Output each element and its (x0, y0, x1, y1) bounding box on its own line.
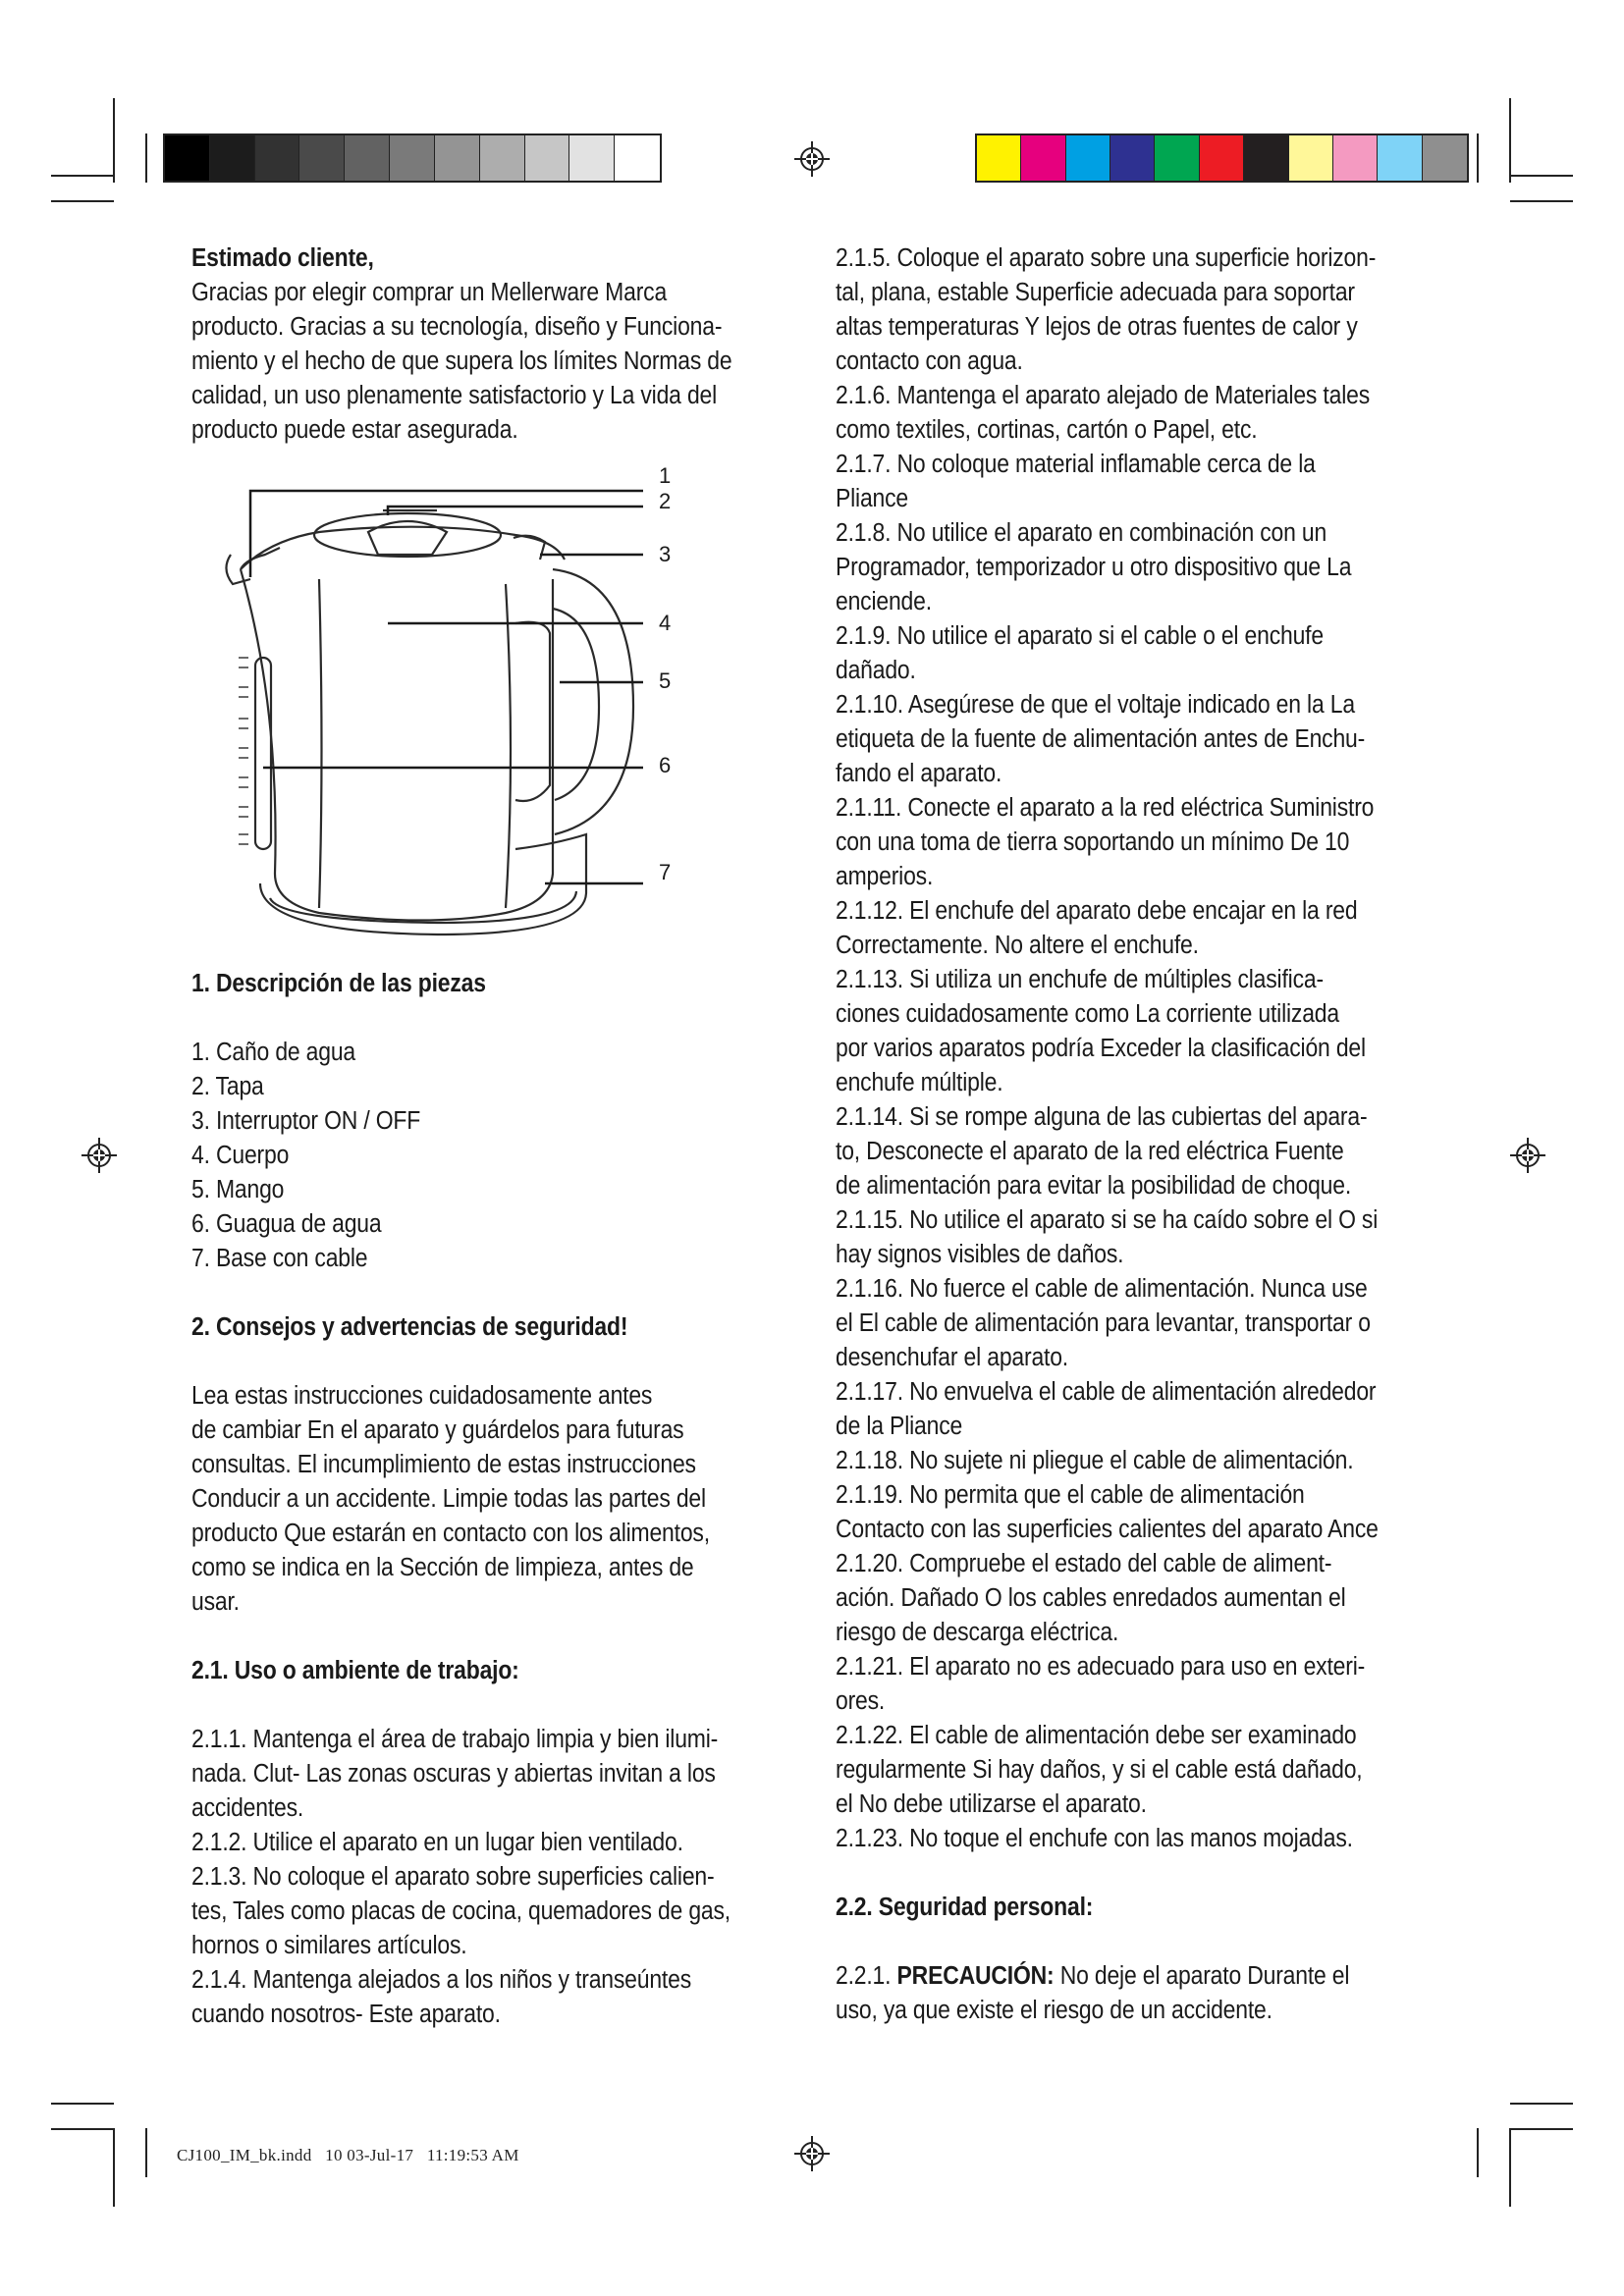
intro-block (191, 241, 766, 448)
gray-color-bar (163, 133, 662, 183)
section21-line: 2.1.6. Mantenga el aparato alejado de Materiales tales (836, 382, 1370, 409)
color-swatch (1289, 135, 1333, 181)
section21-line: altas temperaturas Y lejos de otras fuentes de calor y (836, 313, 1358, 341)
section21-line: 2.1.23. No toque el enchufe con las manos mojadas. (836, 1825, 1353, 1852)
section21-line: 2.1.10. Asegúrese de que el voltaje indicado en la La (836, 691, 1355, 719)
registration-target-icon (793, 140, 831, 178)
section21-line: regularmente Si hay daños, y si el cable está dañado, (836, 1756, 1363, 1784)
section21-line: por varios aparatos podría Exceder la clasificación del (836, 1035, 1366, 1062)
callout-1: 1 (659, 463, 672, 488)
section21-line: 2.1.12. El enchufe del aparato debe encajar en la red (836, 897, 1358, 925)
section21-line: 2.1.2. Utilice el aparato en un lugar bien ventilado. (191, 1829, 683, 1856)
intro-line: producto. Gracias a su tecnología, diseño y Funciona- (191, 313, 723, 341)
section21-line: to, Desconecte el aparato de la red eléctrica Fuente (836, 1138, 1344, 1165)
color-swatch (1155, 135, 1199, 181)
section2-line: como se indica en la Sección de limpieza, antes de (191, 1554, 694, 1581)
color-swatch (210, 135, 255, 181)
section21-line: 2.1.17. No envuelva el cable de alimentación alrededor (836, 1378, 1377, 1406)
color-swatch (569, 135, 615, 181)
section21-line: contacto con agua. (836, 347, 1023, 375)
callout-6: 6 (659, 753, 672, 777)
section21-line: tal, plana, estable Superficie adecuada para soportar (836, 279, 1355, 306)
part-item: 7. Base con cable (191, 1245, 368, 1272)
section21-line: 2.1.20. Compruebe el estado del cable de aliment- (836, 1550, 1332, 1577)
color-swatch (1110, 135, 1155, 181)
intro-line: calidad, un uso plenamente satisfactorio y La vida del (191, 382, 718, 409)
section21-line: accidentes. (191, 1794, 304, 1822)
section2-line: Conducir a un accidente. Limpie todas las partes del (191, 1485, 706, 1513)
section21-line: 2.1.18. No sujete ni pliegue el cable de alimentación. (836, 1447, 1354, 1474)
part-item: 2. Tapa (191, 1073, 264, 1100)
section2-line: Lea estas instrucciones cuidadosamente antes (191, 1382, 653, 1410)
section22-item-text: No deje el aparato Durante el (1054, 1962, 1350, 1990)
section21-line: Contacto con las superficies calientes del aparato Ance (836, 1516, 1379, 1543)
color-swatch (1244, 135, 1288, 181)
callout-5: 5 (659, 668, 672, 693)
caution-label: PRECAUCIÓN: (896, 1962, 1055, 1990)
section21-line: 2.1.4. Mantenga alejados a los niños y transeúntes (191, 1966, 691, 1994)
section21-line: riesgo de descarga eléctrica. (836, 1619, 1119, 1646)
registration-target-icon (1509, 1137, 1546, 1174)
greeting-heading: Estimado cliente, (191, 244, 374, 272)
section21-line: 2.1.5. Coloque el aparato sobre una superficie horizon- (836, 244, 1377, 272)
section1-heading: 1. Descripción de las piezas (191, 970, 486, 997)
part-item: 4. Cuerpo (191, 1142, 290, 1169)
part-item: 6. Guagua de agua (191, 1210, 382, 1238)
color-swatch (299, 135, 345, 181)
part-item: 3. Interruptor ON / OFF (191, 1107, 421, 1135)
color-swatch (165, 135, 210, 181)
section21-line: 2.1.13. Si utiliza un enchufe de múltiples clasifica- (836, 966, 1324, 993)
registration-target-icon (81, 1137, 118, 1174)
section21-line: Correctamente. No altere el enchufe. (836, 932, 1199, 959)
section21-line: 2.1.22. El cable de alimentación debe ser examinado (836, 1722, 1357, 1749)
color-swatch (480, 135, 525, 181)
right-column-body (836, 241, 1428, 2028)
section22-item-line2: uso, ya que existe el riesgo de un accidente. (836, 1997, 1272, 2024)
section21-line: 2.1.16. No fuerce el cable de alimentación. Nunca use (836, 1275, 1368, 1303)
callout-4: 4 (659, 611, 672, 635)
cmyk-color-bar (975, 133, 1469, 183)
callout-2: 2 (659, 489, 672, 513)
section2-line: usar. (191, 1588, 240, 1616)
color-swatch (1066, 135, 1110, 181)
section21-line: desenchufar el aparato. (836, 1344, 1069, 1371)
part-item: 1. Caño de agua (191, 1039, 356, 1066)
section21-line: dañado. (836, 657, 916, 684)
callout-3: 3 (659, 542, 672, 566)
color-swatch (255, 135, 300, 181)
section21-line: 2.1.9. No utilice el aparato si el cable o el enchufe (836, 622, 1324, 650)
color-swatch (435, 135, 480, 181)
section21-line: amperios. (836, 863, 934, 890)
section21-line: cuando nosotros- Este aparato. (191, 2001, 501, 2028)
section2-line: consultas. El incumplimiento de estas instrucciones (191, 1451, 696, 1478)
section21-line: Programador, temporizador u otro dispositivo que La (836, 554, 1352, 581)
section21-line: 2.1.11. Conecte el aparato a la red eléctrica Suministro (836, 794, 1375, 822)
section21-line: ación. Dañado O los cables enredados aumentan el (836, 1584, 1346, 1612)
section21-line: 2.1.1. Mantenga el área de trabajo limpia y bien ilumi- (191, 1726, 719, 1753)
intro-line: producto puede estar asegurada. (191, 416, 518, 444)
section21-line: de alimentación para evitar la posibilidad de choque. (836, 1172, 1352, 1200)
section21-line: de la Pliance (836, 1413, 963, 1440)
section22-item-number: 2.2.1. (836, 1962, 897, 1990)
part-item: 5. Mango (191, 1176, 285, 1203)
section21-line: hay signos visibles de daños. (836, 1241, 1124, 1268)
kettle-diagram (221, 461, 692, 962)
section21-line: ciones cuidadosamente como La corriente utilizada (836, 1000, 1339, 1028)
section21-line: 2.1.19. No permita que el cable de alimentación (836, 1481, 1305, 1509)
section21-line: 2.1.14. Si se rompe alguna de las cubiertas del apara- (836, 1103, 1368, 1131)
section21-line: enciende. (836, 588, 932, 615)
color-swatch (390, 135, 435, 181)
section21-heading: 2.1. Uso o ambiente de trabajo: (191, 1657, 519, 1684)
color-swatch (1333, 135, 1378, 181)
section21-line: hornos o similares artículos. (191, 1932, 467, 1959)
section21-line: ores. (836, 1687, 886, 1715)
kettle-icon (226, 510, 633, 934)
section21-line: Pliance (836, 485, 909, 512)
left-column-body (191, 967, 766, 2032)
callout-7: 7 (659, 860, 672, 884)
section21-line: 2.1.3. No coloque el aparato sobre superficies calien- (191, 1863, 715, 1891)
color-swatch (345, 135, 390, 181)
section21-line: con una toma de tierra soportando un mínimo De 10 (836, 828, 1350, 856)
file-slug: CJ100_IM_bk.indd 10 03-Jul-17 11:19:53 AM (177, 2146, 519, 2164)
section21-line: 2.1.21. El aparato no es adecuado para uso en exteri- (836, 1653, 1366, 1681)
section22-heading: 2.2. Seguridad personal: (836, 1894, 1094, 1921)
section2-line: de cambiar En el aparato y guárdelos para futuras (191, 1416, 684, 1444)
section2-heading: 2. Consejos y advertencias de seguridad! (191, 1313, 628, 1341)
section22-item (836, 1959, 1428, 1994)
color-swatch (1423, 135, 1467, 181)
section21-line: 2.1.8. No utilice el aparato en combinación con un (836, 519, 1327, 547)
color-swatch (1021, 135, 1065, 181)
section21-line: tes, Tales como placas de cocina, quemadores de gas, (191, 1897, 731, 1925)
section21-line: 2.1.15. No utilice el aparato si se ha caído sobre el O si (836, 1206, 1379, 1234)
section21-line: enchufe múltiple. (836, 1069, 1003, 1096)
section21-line: etiqueta de la fuente de alimentación antes de Enchu- (836, 725, 1366, 753)
color-swatch (1378, 135, 1422, 181)
callout-leaders (250, 491, 643, 883)
color-swatch (525, 135, 570, 181)
color-swatch (615, 135, 660, 181)
intro-line: miento y el hecho de que supera los límites Normas de (191, 347, 732, 375)
section2-line: producto Que estarán en contacto con los alimentos, (191, 1520, 710, 1547)
color-swatch (977, 135, 1021, 181)
section21-line: nada. Clut- Las zonas oscuras y abiertas invitan a los (191, 1760, 716, 1788)
section21-line: fando el aparato. (836, 760, 1002, 787)
color-swatch (1200, 135, 1244, 181)
section21-line: 2.1.7. No coloque material inflamable cerca de la (836, 451, 1316, 478)
section21-line: el No debe utilizarse el aparato. (836, 1790, 1147, 1818)
registration-target-icon (793, 2135, 831, 2172)
section21-line: como textiles, cortinas, cartón o Papel, etc. (836, 416, 1258, 444)
section21-line: el El cable de alimentación para levantar, transportar o (836, 1309, 1371, 1337)
intro-line: Gracias por elegir comprar un Mellerware Marca (191, 279, 668, 306)
